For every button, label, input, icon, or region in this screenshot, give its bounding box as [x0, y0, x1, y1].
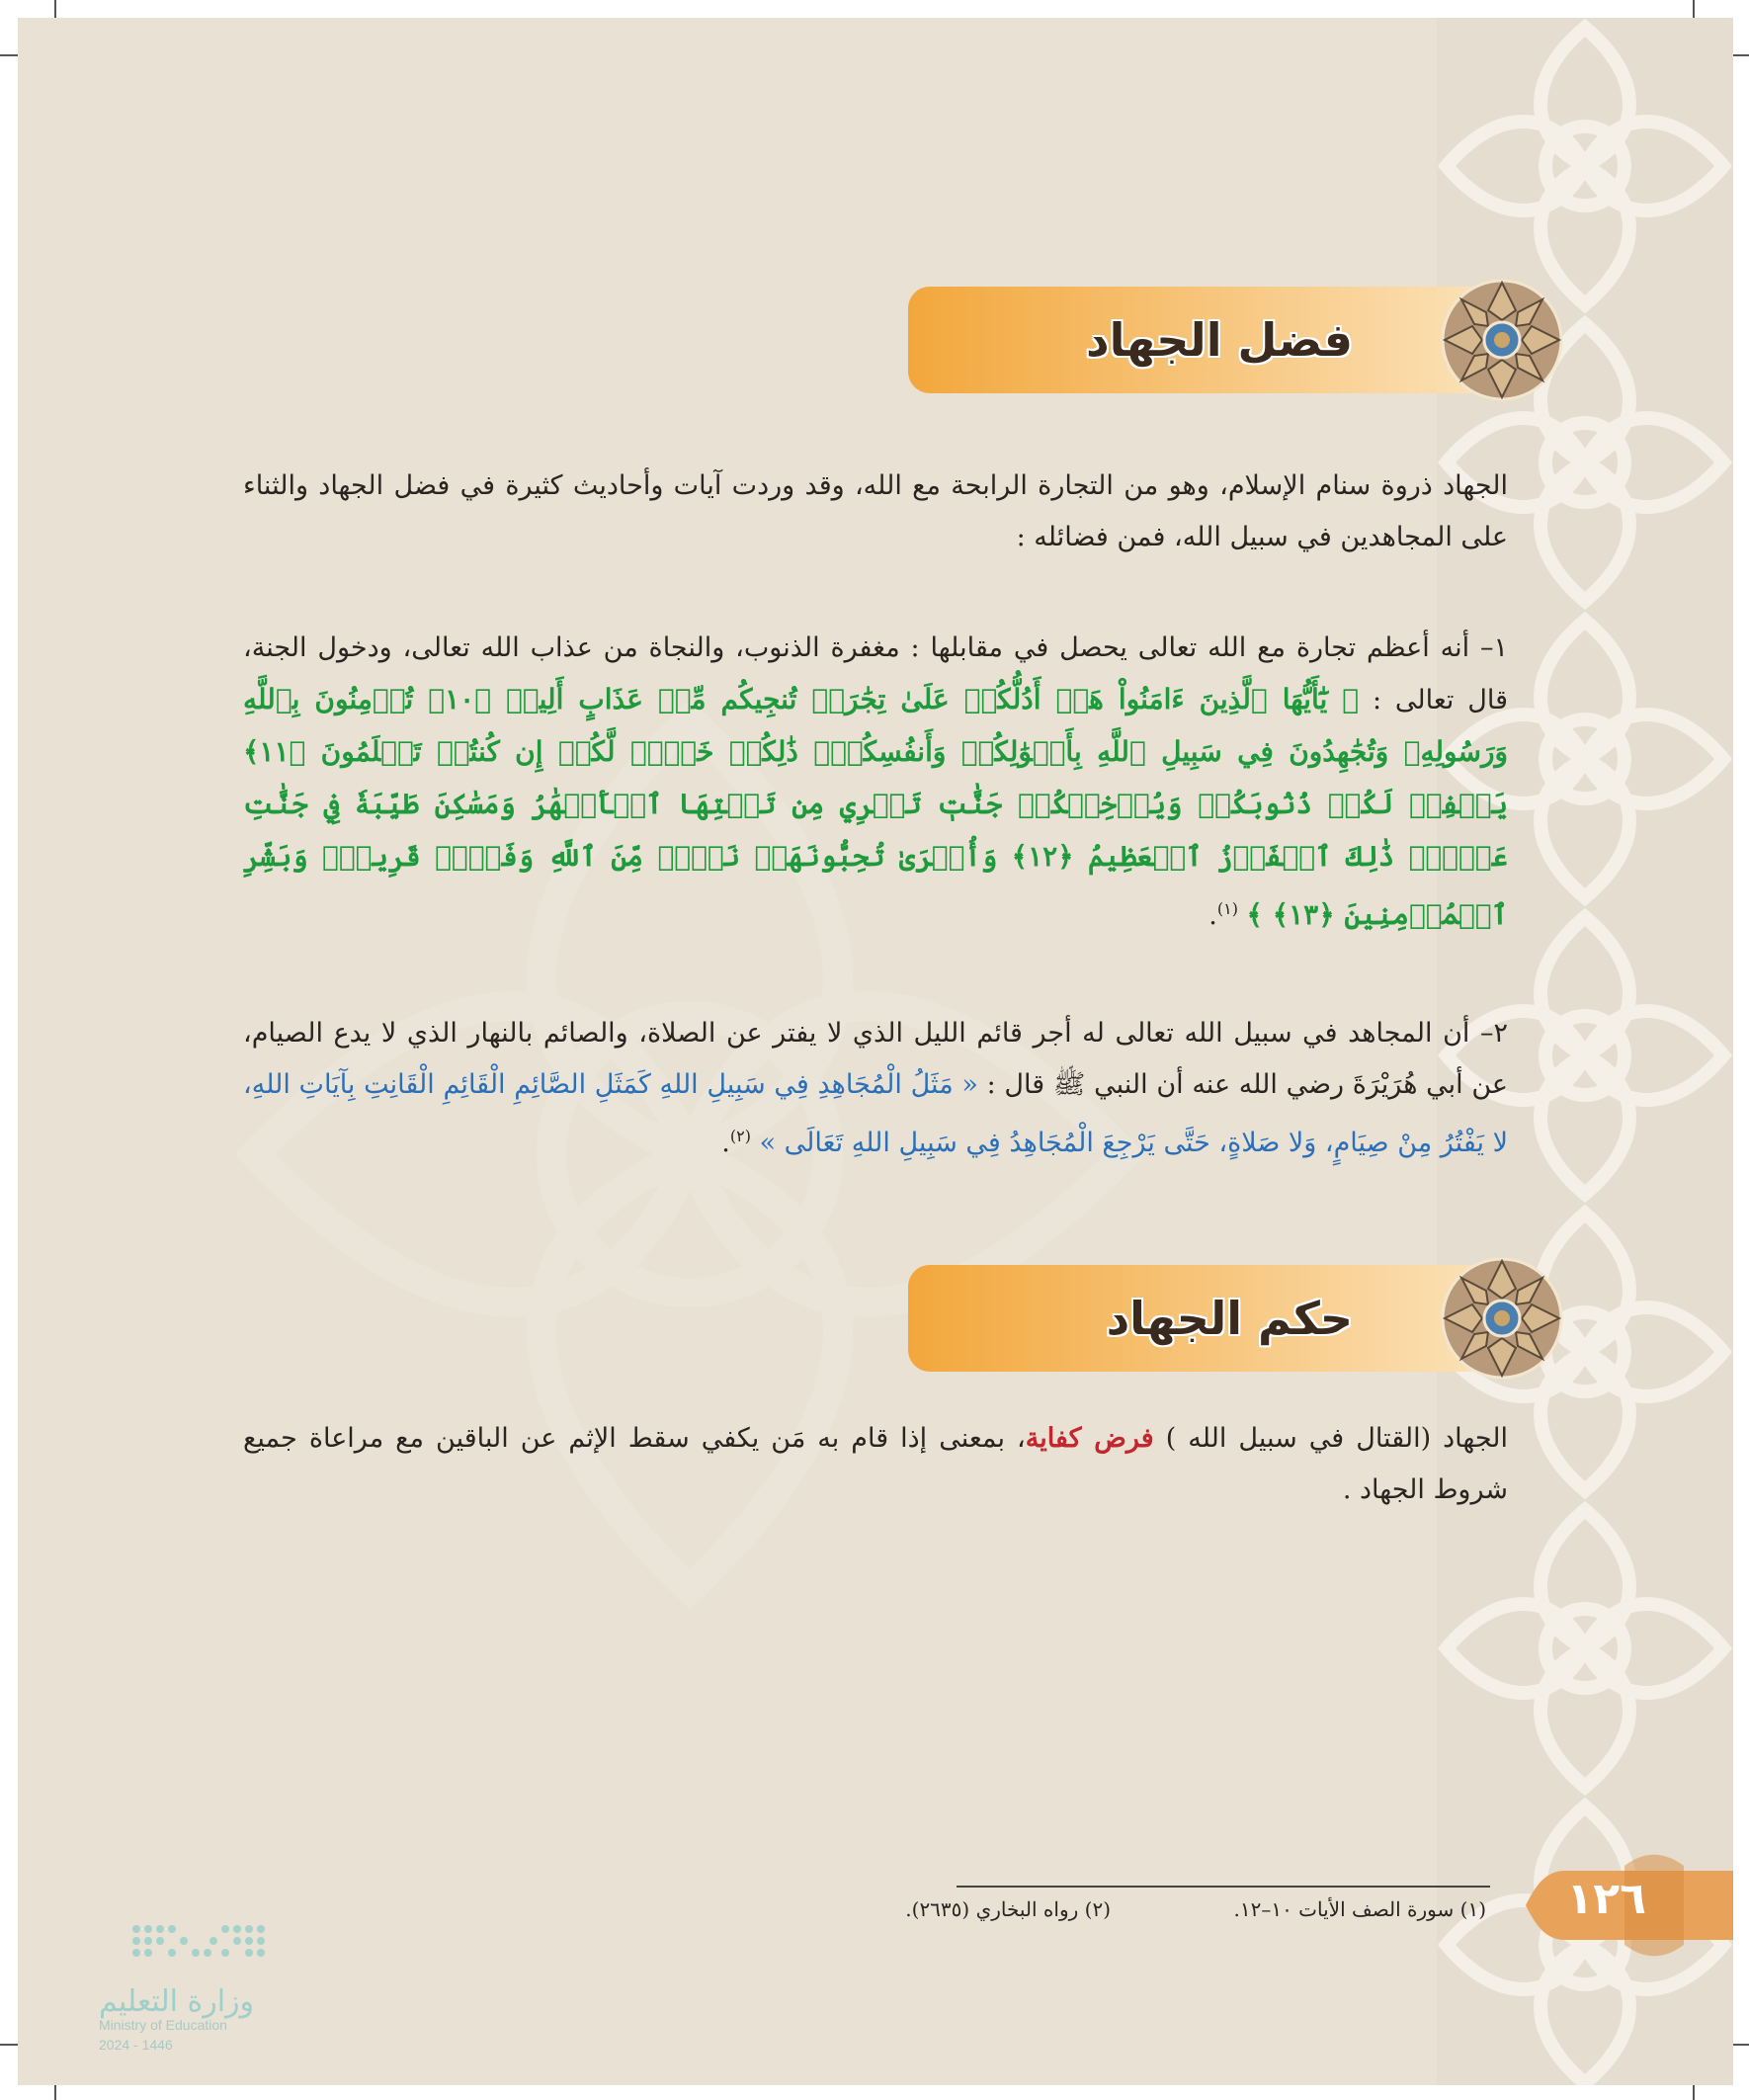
section-header-virtue: [18, 287, 1565, 393]
header-banner: [908, 287, 1471, 393]
virtue-item-2: ٢– أن المجاهد في سبيل الله تعالى له أجر قائم الليل الذي لا يفتر عن الصلاة، والصائم بالنهار الذي لا يدع الصيام، عن أبي هُرَيْرَةَ رضي الله عنه أن النبي ﷺ قال : « مَثَلُ الْمُجَاهِدِ فِي سَبِيلِ اللهِ كَمَثَلِ الصَّائِمِ الْقَائِمِ الْقَانِتِ بِآيَاتِ اللهِ، لا يَفْتُرُ مِنْ صِيَامٍ، وَلا صَلاةٍ، حَتَّى يَرْجِعَ الْمُجَاهِدُ فِي سَبِيلِ اللهِ تَعَالَى » $^{(٢)}$.: [243, 1018, 1508, 1158]
section-title: فضل الجهاد: [1086, 313, 1353, 367]
virtue-item-1: ١– أنه أعظم تجارة مع الله تعالى يحصل في مقابلها : مغفرة الذنوب، والنجاة من عذاب الله تعالى، ودخول الجنة، قال تعالى : ﴿ يَٰٓأَيُّهَا ٱلَّذِينَ ءَامَنُواْ هَلۡ أَدُلُّكُمۡ عَلَىٰ تِجَٰرَةٖ تُنجِيكُم مِّنۡ عَذَابٍ أَلِيمٖ ﴿١٠﴾ تُؤۡمِنُونَ بِٱللَّهِ وَرَسُولِهِۦ وَتُجَٰهِدُونَ فِي سَبِيلِ ٱللَّهِ بِأَمۡوَٰلِكُمۡ وَأَنفُسِكُمۡۚ ذَٰلِكُمۡ خَيۡرٞ لَّكُمۡ إِن كُنتُمۡ تَعۡلَمُونَ ﴿١١﴾ يَغۡفِرۡ لَكُمۡ ذُنُوبَكُمۡ وَيُدۡخِلۡكُمۡ جَنَّٰتٖ تَجۡرِي مِن تَحۡتِهَا ٱلۡأَنۡهَٰرُ وَمَسَٰكِنَ طَيِّبَةٗ فِي جَنَّٰتِ عَدۡنٖۚ ذَٰلِكَ ٱلۡفَوۡزُ ٱلۡعَظِيمُ ﴿١٢﴾ وَأُخۡرَىٰ تُحِبُّونَهَاۖ نَصۡرٞ مِّنَ ٱللَّهِ وَفَتۡحٞ قَرِيبٞۗ وَبَشِّرِ ٱلۡمُؤۡمِنِينَ ﴿١٣﴾ ﴾ $^{(١)}$.: [243, 632, 1508, 931]
ministry-name-english: Ministry of Education: [99, 2017, 227, 2033]
footnote-2: (٢) رواه البخاري (٢٦٣٥).: [905, 1897, 1111, 1921]
ministry-name-arabic: وزارة التعليم: [99, 1984, 255, 2019]
section-header-ruling: [18, 1265, 1565, 1372]
textbook-page: [18, 18, 1733, 2085]
header-banner: [908, 1265, 1471, 1372]
section-title: حكم الجهاد: [1106, 1292, 1353, 1345]
rosette-ornament-icon: [1439, 1255, 1565, 1382]
ruling-text-before: الجهاد (القتال في سبيل الله ): [1165, 1423, 1508, 1454]
page-number: ١٢٦: [1566, 1874, 1646, 1924]
footnote-ref-2: (٢): [729, 1127, 751, 1145]
edition-year: 2024 - 1446: [99, 2037, 173, 2053]
item-1-text: ١– أنه أعظم تجارة مع الله تعالى يحصل في مقابلها : مغفرة الذنوب، والنجاة من عذاب الله تعالى، ودخول الجنة، قال تعالى :: [243, 632, 1508, 715]
intro-paragraph: الجهاد ذروة سنام الإسلام، وهو من التجارة الرابحة مع الله، وقد وردت آيات وأحاديث كثيرة في فضل الجهاد والثناء على المجاهدين في سبيل الله، فمن فضائله :: [243, 470, 1508, 552]
ruling-text-after: ، بمعنى إذا قام به مَن يكفي سقط الإثم عن الباقين مع مراعاة جميع شروط الجهاد .: [243, 1423, 1508, 1505]
quran-verse: ﴿ يَٰٓأَيُّهَا ٱلَّذِينَ ءَامَنُواْ هَلۡ أَدُلُّكُمۡ عَلَىٰ تِجَٰرَةٖ تُنجِيكُم مِّنۡ عَذَابٍ أَلِيمٖ ﴿١٠﴾ تُؤۡمِنُونَ بِٱللَّهِ وَرَسُولِهِۦ وَتُجَٰهِدُونَ فِي سَبِيلِ ٱللَّهِ بِأَمۡوَٰلِكُمۡ وَأَنفُسِكُمۡۚ ذَٰلِكُمۡ خَيۡرٞ لَّكُمۡ إِن كُنتُمۡ تَعۡلَمُونَ ﴿١١﴾ يَغۡفِرۡ لَكُمۡ ذُنُوبَكُمۡ وَيُدۡخِلۡكُمۡ جَنَّٰتٖ تَجۡرِي مِن تَحۡتِهَا ٱلۡأَنۡهَٰرُ وَمَسَٰكِنَ طَيِّبَةٗ فِي جَنَّٰتِ عَدۡنٖۚ ذَٰلِكَ ٱلۡفَوۡزُ ٱلۡعَظِيمُ ﴿١٢﴾ وَأُخۡرَىٰ تُحِبُّونَهَاۖ نَصۡرٞ مِّنَ ٱللَّهِ وَفَتۡحٞ قَرِيبٞۗ وَبَشِّرِ ٱلۡمُؤۡمِنِينَ ﴿١٣﴾ ﴾: [243, 683, 1508, 931]
rosette-ornament-icon: [1439, 277, 1565, 403]
ruling-paragraph: [243, 1413, 1508, 1516]
footnote-separator: [957, 1886, 1490, 1888]
footnote-ref-1: (١): [1216, 899, 1238, 918]
footnote-1: (١) سورة الصف الأيات ١٠–١٢.: [1233, 1897, 1486, 1921]
ruling-highlight: فرض كفاية: [1025, 1423, 1154, 1454]
item-2-text: ٢– أن المجاهد في سبيل الله تعالى له أجر قائم الليل الذي لا يفتر عن الصلاة، والصائم بالنهار الذي لا يدع الصيام، عن أبي هُرَيْرَةَ رضي الله عنه أن النبي ﷺ قال :: [243, 1018, 1508, 1100]
hadith-text: « مَثَلُ الْمُجَاهِدِ فِي سَبِيلِ اللهِ كَمَثَلِ الصَّائِمِ الْقَائِمِ الْقَانِتِ بِآيَاتِ اللهِ، لا يَفْتُرُ مِنْ صِيَامٍ، وَلا صَلاةٍ، حَتَّى يَرْجِعَ الْمُجَاهِدُ فِي سَبِيلِ اللهِ تَعَالَى »: [243, 1069, 1508, 1158]
